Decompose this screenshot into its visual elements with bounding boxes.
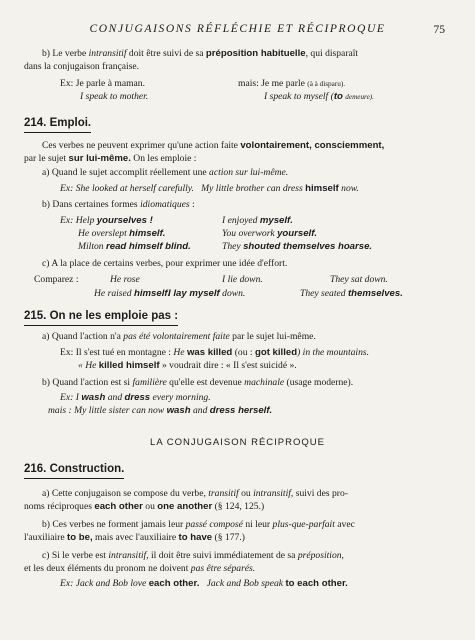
section-215-heading [24, 309, 456, 326]
ex-label: Ex: [60, 78, 74, 89]
example-line [300, 288, 403, 300]
example-line [78, 360, 297, 372]
example-text: My little brother can dress [201, 183, 303, 194]
text: ni leur [245, 519, 271, 530]
s214-paragraph [24, 140, 474, 152]
bold-term: himself. [129, 228, 166, 239]
example-text: Milton [78, 241, 104, 252]
text: doit être suivi de sa [128, 48, 204, 59]
bold-term: was killed [186, 347, 233, 358]
example-text: Jack and Bob speak [206, 578, 284, 589]
text: qu'elle est devenue [169, 377, 242, 388]
example-line [222, 241, 372, 253]
text: Le verbe [52, 48, 87, 59]
example-line [168, 288, 245, 300]
example-text: I speak to myself [264, 91, 329, 102]
s214-item-a [24, 167, 474, 179]
item-marker: b) [42, 199, 50, 210]
bold-term: each other. [148, 578, 200, 589]
bold-term: myself. [259, 215, 293, 226]
bold-term: read himself blind. [106, 241, 191, 252]
text: par le sujet lui-même. [232, 331, 316, 342]
example-line [60, 392, 211, 404]
text: Ces verbes ne peuvent exprimer qu'une action faite [42, 140, 238, 151]
bold-term: yourselves ! [96, 215, 153, 226]
emphasis: intransitif, [108, 550, 149, 561]
example-text: Ex: Help [60, 215, 95, 226]
item-marker: a) [42, 488, 50, 499]
example-line [238, 78, 345, 90]
bold-term: to be, [67, 532, 93, 543]
text: mais avec l'auxiliaire [95, 532, 177, 543]
emphasis: intransitif [88, 48, 127, 59]
emphasis: idiomatiques [140, 199, 190, 210]
emphasis: transitif [208, 488, 239, 499]
example-text: You overwork [222, 228, 275, 239]
example-text: Ex: I [60, 392, 79, 403]
text: suivi des pro- [295, 488, 348, 499]
example-line [94, 288, 170, 300]
bold-term: shouted themselves hoarse. [243, 241, 373, 252]
example-text: (ou : [234, 347, 253, 358]
example-text: He overslept [78, 228, 127, 239]
item-marker: b) [42, 519, 50, 530]
example-line [48, 405, 272, 417]
item-marker: a) [42, 167, 50, 178]
bold-term: sur lui-même. [68, 153, 131, 164]
emphasis: intransitif, [253, 488, 294, 499]
section-title: 214. Emploi. [24, 116, 91, 133]
text: avec [337, 519, 355, 530]
bold-term: himself [305, 183, 339, 194]
example-text: now. [341, 183, 359, 194]
text: Quand le sujet accomplit réellement une [51, 167, 207, 178]
example-text: I lie down. [222, 274, 263, 285]
example-line [78, 241, 191, 253]
bold-term: wash [166, 405, 191, 416]
example-text: I enjoyed [222, 215, 258, 226]
example-text: He raised [94, 288, 132, 299]
emphasis: familière [132, 377, 167, 388]
example-english: I speak to mother. [80, 91, 149, 102]
bold-term: to each other. [285, 578, 348, 589]
item-marker: c) [42, 258, 50, 269]
text: , qui disparaît [305, 48, 359, 59]
example-text: ) in the mountains. [297, 347, 370, 358]
section-title: 215. On ne les emploie pas : [24, 309, 178, 326]
intro-paragraph-b [24, 48, 474, 60]
bold-term: yourself. [277, 228, 318, 239]
example-text: Ex: Il s'est tué en montagne : [60, 347, 171, 358]
example-text: They sat down. [330, 274, 388, 285]
example-text: mais : My little sister can now [48, 405, 165, 416]
s216-item-b-line2 [24, 532, 456, 544]
text: A la place de certains verbes, pour exprimer une idée d'effort. [51, 258, 288, 269]
emphasis: pas été volontairement faite [123, 331, 230, 342]
emphasis: pas être séparés. [190, 563, 256, 574]
bold-term: one another [157, 501, 213, 512]
example-french: Je parle à maman. [75, 78, 145, 89]
running-header: CONJUGAISONS RÉFLÉCHIE ET RÉCIPROQUE [89, 23, 386, 35]
text: Quand l'action est si [52, 377, 131, 388]
emphasis: plus-que-parfait [272, 519, 335, 530]
example-text: Ex: Jack and Bob love [60, 578, 147, 589]
example-french: Je me parle [261, 78, 305, 89]
text: Quand l'action n'a [51, 331, 121, 342]
bold-term: each other [94, 501, 143, 512]
note: (to demeure). [330, 91, 374, 102]
example-line [60, 78, 145, 90]
intro-paragraph-line: dans la conjugaison française. [24, 61, 140, 72]
s214-item-c [24, 258, 474, 270]
bold-term: himself. [133, 288, 171, 299]
section-title: 216. Construction. [24, 462, 124, 479]
example-text: every morning. [152, 392, 211, 403]
bold-term: to [333, 91, 343, 102]
text: (§ 177.) [214, 532, 245, 543]
mais-label: mais: [238, 78, 259, 89]
bold-term: dress herself. [209, 405, 273, 416]
example-english [264, 91, 374, 103]
text: il doit être suivi immédiatement de sa [151, 550, 296, 561]
example-line [60, 578, 348, 590]
part-title: LA CONJUGAISON RÉCIPROQUE [150, 437, 325, 448]
bold-term: got killed [254, 347, 298, 358]
s214-item-b [24, 199, 474, 211]
s216-item-a [24, 488, 474, 500]
s216-item-b [24, 519, 474, 531]
compare-label: Comparez : [34, 274, 79, 285]
example-text: » voudrait dire : « Il s'est suicidé ». [161, 360, 297, 371]
example-text: « He [78, 360, 97, 371]
s214-paragraph-line [24, 153, 456, 165]
example-line [60, 347, 369, 359]
text: (§ 124, 125.) [214, 501, 265, 512]
text: et les deux éléments du pronom ne doivent [24, 563, 189, 574]
text: Dans certaines formes [52, 199, 138, 210]
section-214-heading [24, 116, 456, 133]
emphasis: machinale [244, 377, 285, 388]
text: Cette conjugaison se compose du verbe, [51, 488, 206, 499]
example-line [78, 228, 165, 240]
bold-term: volontairement, consciemment, [240, 140, 385, 151]
text: noms réciproques [24, 501, 92, 512]
s216-item-c [24, 550, 474, 562]
page-number: 75 [433, 24, 445, 36]
text: ou [241, 488, 251, 499]
bold-term: dress [124, 392, 151, 403]
text: par le sujet [24, 153, 67, 164]
text: ou [145, 501, 155, 512]
emphasis: préposition, [297, 550, 344, 561]
item-marker: b) [42, 48, 50, 59]
text: Si le verbe est [51, 550, 106, 561]
s216-item-a-line2 [24, 501, 456, 513]
text: (usage moderne). [286, 377, 354, 388]
section-216-heading [24, 462, 456, 479]
bold-term: I lay myself [168, 288, 220, 299]
example-text: down. [222, 288, 246, 299]
text: l'auxiliaire [24, 532, 65, 543]
item-marker: a) [42, 331, 50, 342]
bold-term: préposition habituelle [205, 48, 306, 59]
example-line [60, 215, 153, 227]
item-marker: b) [42, 377, 50, 388]
example-text: and [107, 392, 123, 403]
example-text: He [173, 347, 185, 358]
emphasis: passé composé [185, 519, 243, 530]
bold-term: themselves. [347, 288, 403, 299]
example-text: Ex: She looked at herself carefully. [60, 183, 194, 194]
s216-item-c-line2 [24, 563, 456, 575]
emphasis: action sur lui-même. [209, 167, 289, 178]
example-line [60, 183, 359, 195]
example-text: He rose [110, 274, 140, 285]
example-line [222, 228, 317, 240]
note-text: demeure). [345, 93, 374, 101]
example-text: They seated [300, 288, 346, 299]
note: (à à disparu). [307, 80, 346, 88]
item-marker: c) [42, 550, 50, 561]
example-text: and [193, 405, 208, 416]
bold-term: to have [178, 532, 213, 543]
text: Ces verbes ne forment jamais leur [52, 519, 184, 530]
example-text: They [222, 241, 241, 252]
example-line [222, 215, 293, 227]
s215-item-b [24, 377, 474, 389]
s215-item-a [24, 331, 474, 343]
text: : [192, 199, 195, 210]
bold-term: killed himself [98, 360, 160, 371]
bold-term: wash [81, 392, 106, 403]
text: On les emploie : [133, 153, 197, 164]
